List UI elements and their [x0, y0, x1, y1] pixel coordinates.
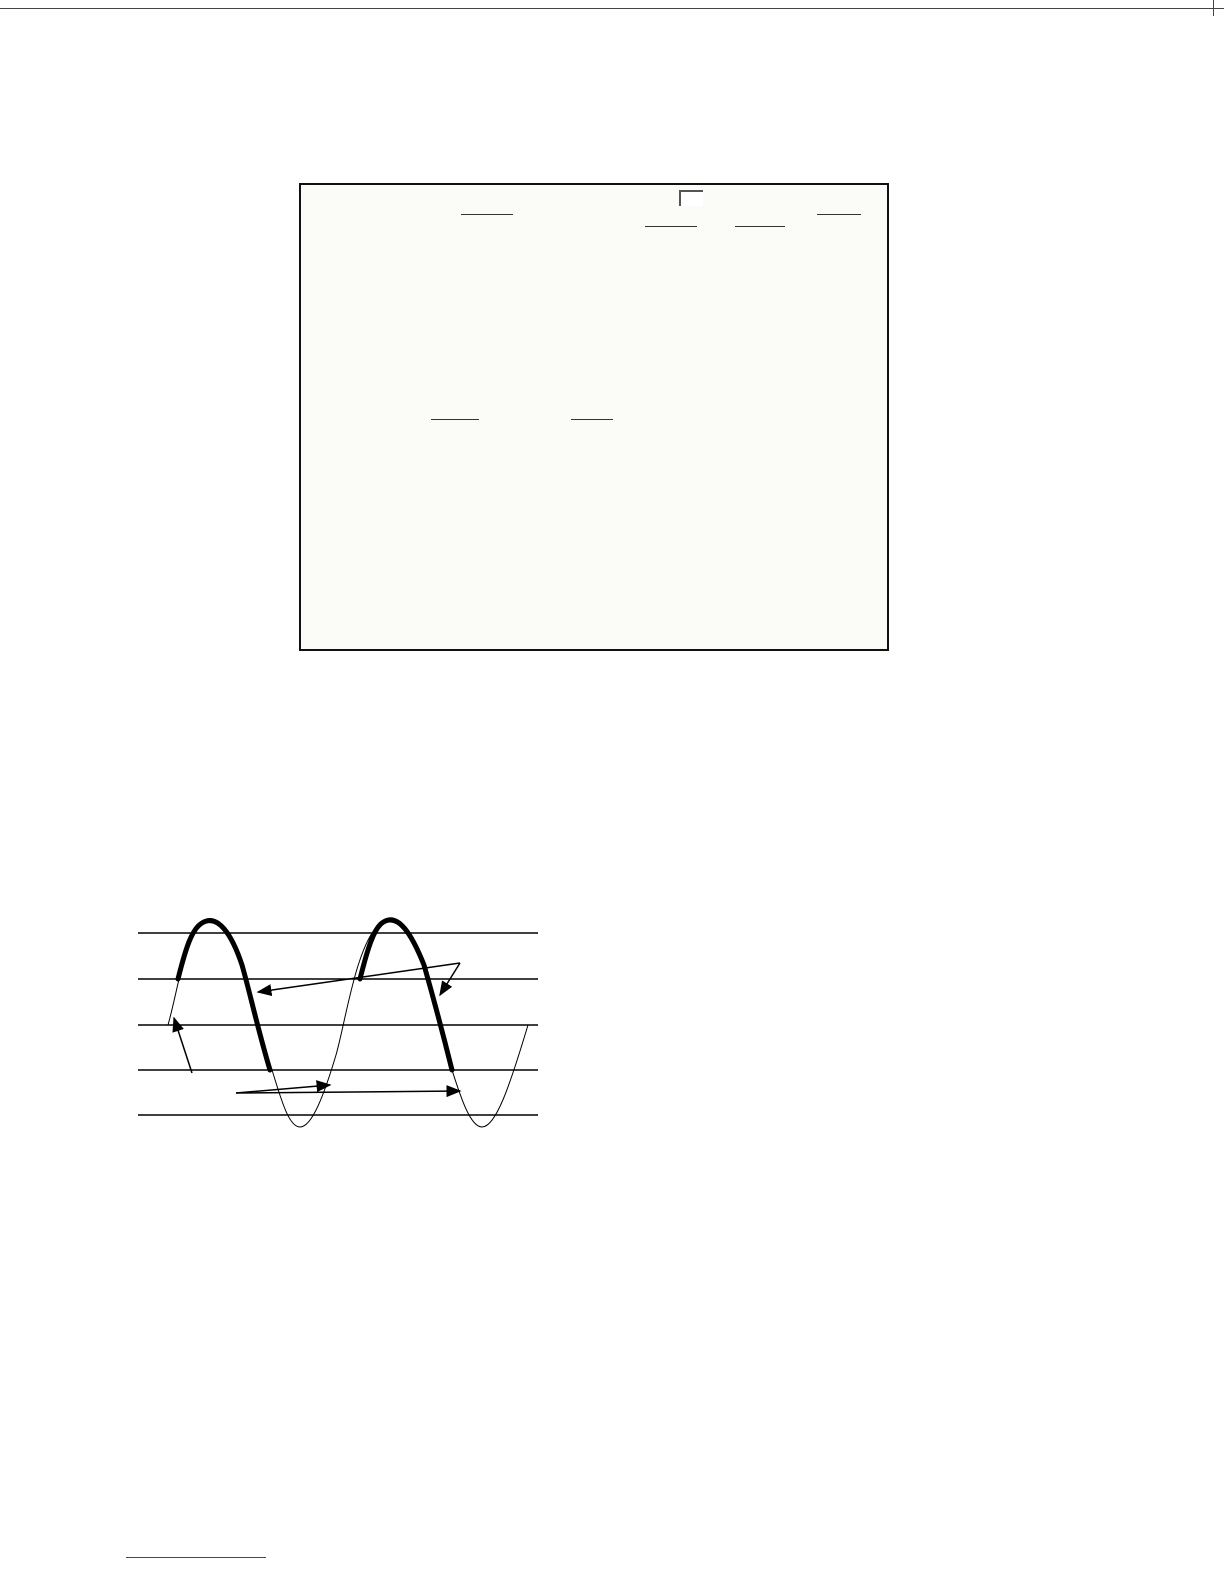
zone-input[interactable]: [679, 190, 703, 206]
header-control-when: [817, 213, 861, 215]
diagram-arrow-off-2: [236, 1091, 460, 1093]
diagram-sine-on-segment-2: [360, 920, 452, 1070]
page-top-rule: [0, 8, 1224, 9]
diagram-arrow-diff: [174, 1018, 192, 1073]
header-on-when: [645, 225, 697, 227]
diagram-sine-thin: [168, 920, 528, 1127]
header-device-source: [431, 418, 479, 420]
header-analog-channel: [461, 213, 513, 215]
diagram-sine-on-segment-1: [178, 921, 270, 1070]
header-io-channel: [571, 418, 613, 420]
output-cycling-diagram: [130, 905, 550, 1140]
footer-link-underline: [126, 1557, 266, 1558]
frick-logo: [1036, 70, 1120, 108]
digital-output-config-screen: [299, 183, 889, 651]
header-off-when: [735, 225, 785, 227]
page-corner-mark: [1213, 0, 1214, 16]
